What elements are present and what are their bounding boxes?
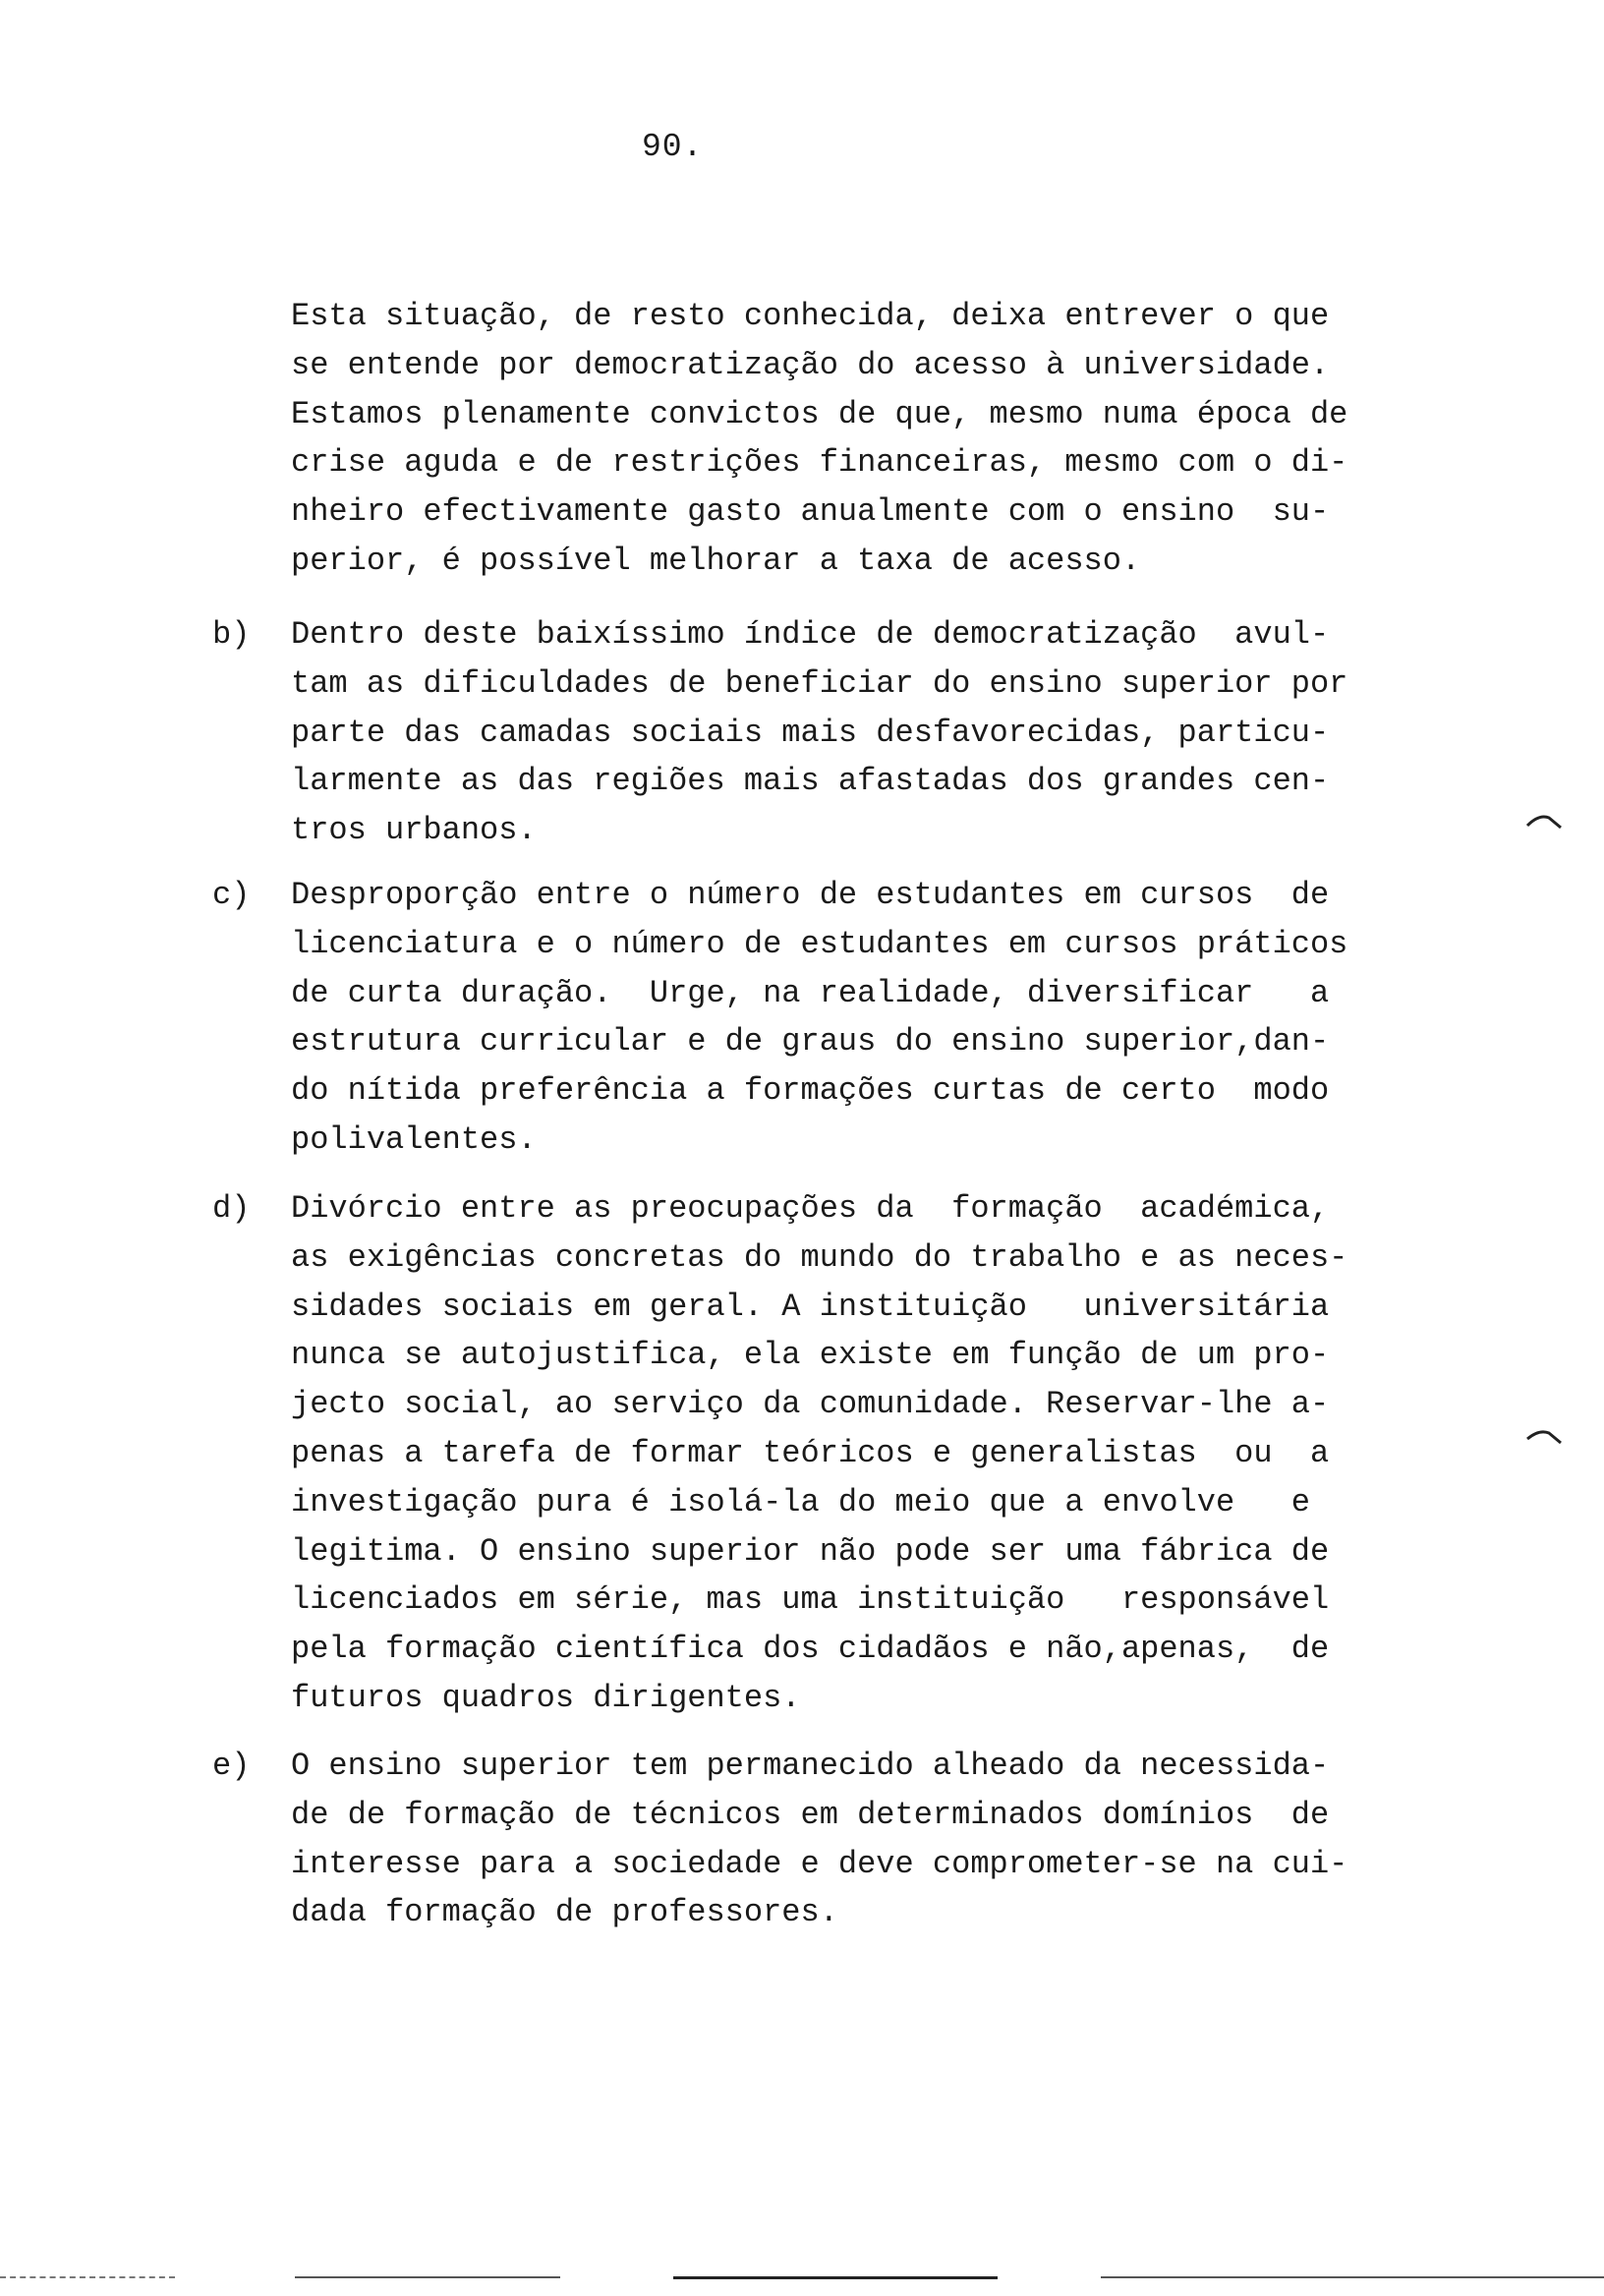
text-line: futuros quadros dirigentes. — [291, 1680, 801, 1716]
item-label-c: c) — [212, 877, 251, 913]
text-line: Desproporção entre o número de estudantes em cursos de — [291, 877, 1330, 913]
footer-rule — [295, 2276, 560, 2278]
text-line: as exigências concretas do mundo do trabalho e as neces- — [291, 1238, 1348, 1276]
text-line: se entende por democratização do acesso à universidade. — [291, 346, 1330, 383]
item-label-d: d) — [212, 1190, 251, 1227]
text-line: estrutura curricular e de graus do ensino superior,dan- — [291, 1023, 1330, 1061]
text-line: crise aguda e de restrições financeiras, mesmo com o di- — [291, 444, 1348, 482]
text-line: Estamos plenamente convictos de que, mesmo numa época de — [291, 395, 1348, 432]
item-label-b: b) — [212, 616, 251, 653]
text-line: perior, é possível melhorar a taxa de acesso. — [291, 543, 1141, 579]
text-line: do nítida preferência a formações curtas de certo modo — [291, 1072, 1330, 1110]
text-line: Esta situação, de resto conhecida, deixa entrever o que — [291, 298, 1330, 334]
margin-mark — [1525, 1427, 1565, 1447]
text-line: nunca se autojustifica, ela existe em função de um pro- — [291, 1337, 1330, 1374]
text-line: nheiro efectivamente gasto anualmente com o ensino su- — [291, 493, 1330, 531]
text-line: Dentro deste baixíssimo índice de democratização avul- — [291, 616, 1330, 653]
text-line: licenciados em série, mas uma instituição responsável — [291, 1581, 1330, 1619]
text-line: legitima. O ensino superior não pode ser uma fábrica de — [291, 1532, 1330, 1570]
text-line: de de formação de técnicos em determinados domínios de — [291, 1796, 1330, 1833]
text-line: larmente as das regiões mais afastadas dos grandes cen- — [291, 763, 1330, 800]
text-line: interesse para a sociedade e deve comprometer-se na cui- — [291, 1845, 1348, 1882]
margin-mark — [1525, 812, 1565, 832]
text-line: parte das camadas sociais mais desfavorecidas, particu- — [291, 714, 1330, 751]
text-line: pela formação científica dos cidadãos e não,apenas, de — [291, 1631, 1330, 1668]
footer-rule — [1101, 2276, 1604, 2278]
text-line: Divórcio entre as preocupações da formação académica, — [291, 1190, 1330, 1227]
text-line: O ensino superior tem permanecido alheado da necessida- — [291, 1748, 1330, 1784]
text-line: sidades sociais em geral. A instituição universitária — [291, 1288, 1330, 1325]
text-line: jecto social, ao serviço da comunidade. Reservar-lhe a- — [291, 1386, 1330, 1423]
text-line: licenciatura e o número de estudantes em cursos práticos — [291, 925, 1348, 962]
footer-rule — [673, 2276, 998, 2279]
footer-rule — [0, 2276, 175, 2278]
text-line: tam as dificuldades de beneficiar do ensino superior por — [291, 664, 1348, 702]
item-label-e: e) — [212, 1748, 251, 1784]
page-number: 90. — [642, 129, 704, 165]
text-line: de curta duração. Urge, na realidade, diversificar a — [291, 974, 1330, 1011]
text-line: penas a tarefa de formar teóricos e generalistas ou a — [291, 1435, 1330, 1471]
text-line: investigação pura é isolá-la do meio que a envolve e — [291, 1483, 1310, 1521]
text-line: dada formação de professores. — [291, 1894, 838, 1931]
text-line: polivalentes. — [291, 1121, 537, 1158]
text-line: tros urbanos. — [291, 812, 537, 849]
